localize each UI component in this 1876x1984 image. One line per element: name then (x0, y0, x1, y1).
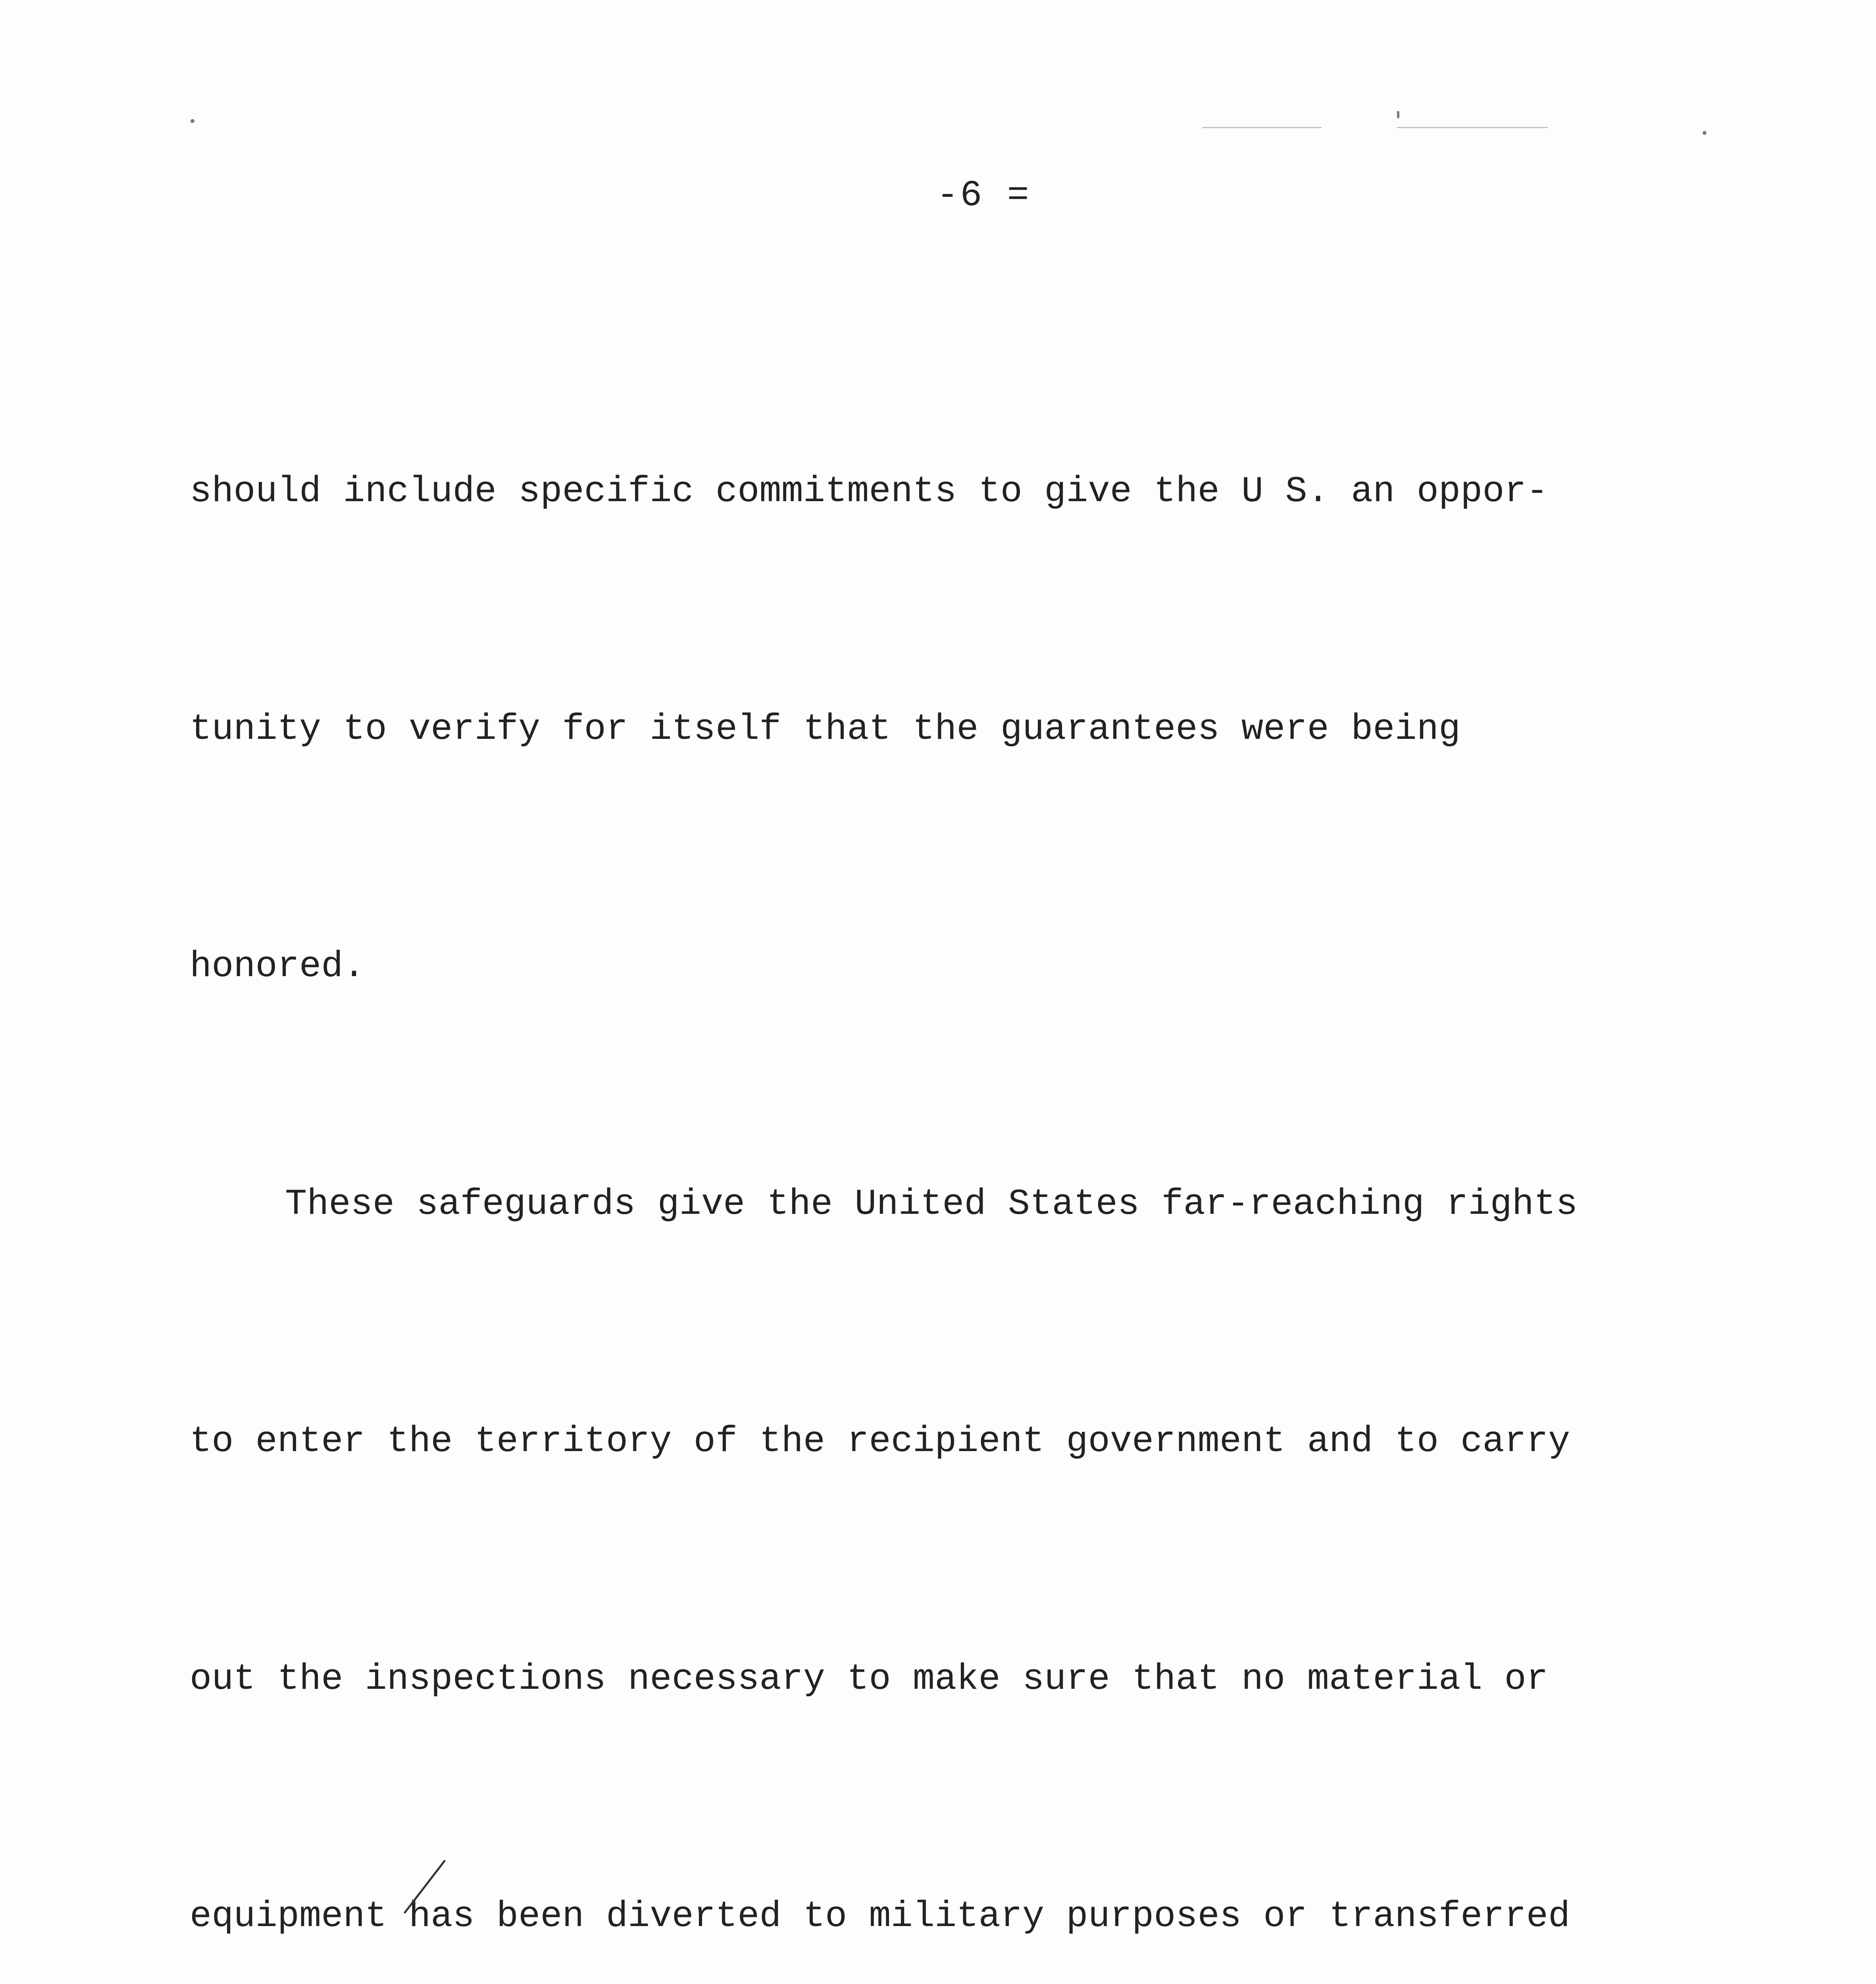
text-line: should include specific commitments to give the U S. an oppor- (190, 471, 1548, 512)
text-line: tunity to verify for itself that the guarantees were being (190, 708, 1461, 750)
text-line: to enter the territory of the recipient government and to carry (190, 1421, 1570, 1462)
scan-artifact-top-line (1203, 127, 1322, 128)
text-line: equipment has been diverted to military purposes or transferred (190, 1896, 1570, 1937)
text-line: honored. (190, 946, 365, 987)
page-number: -6 = (937, 175, 1031, 216)
text-line: These safeguards give the United States far-reaching rights (285, 1183, 1578, 1225)
scan-speck (1397, 111, 1399, 118)
body-text (190, 294, 1706, 1984)
text-line: out the inspections necessary to make sure that no material or (190, 1658, 1548, 1700)
handwritten-strike-mark (401, 1857, 448, 1917)
scan-artifact-top-line (1397, 127, 1548, 128)
scan-speck (190, 119, 194, 123)
scan-speck (1703, 131, 1707, 135)
